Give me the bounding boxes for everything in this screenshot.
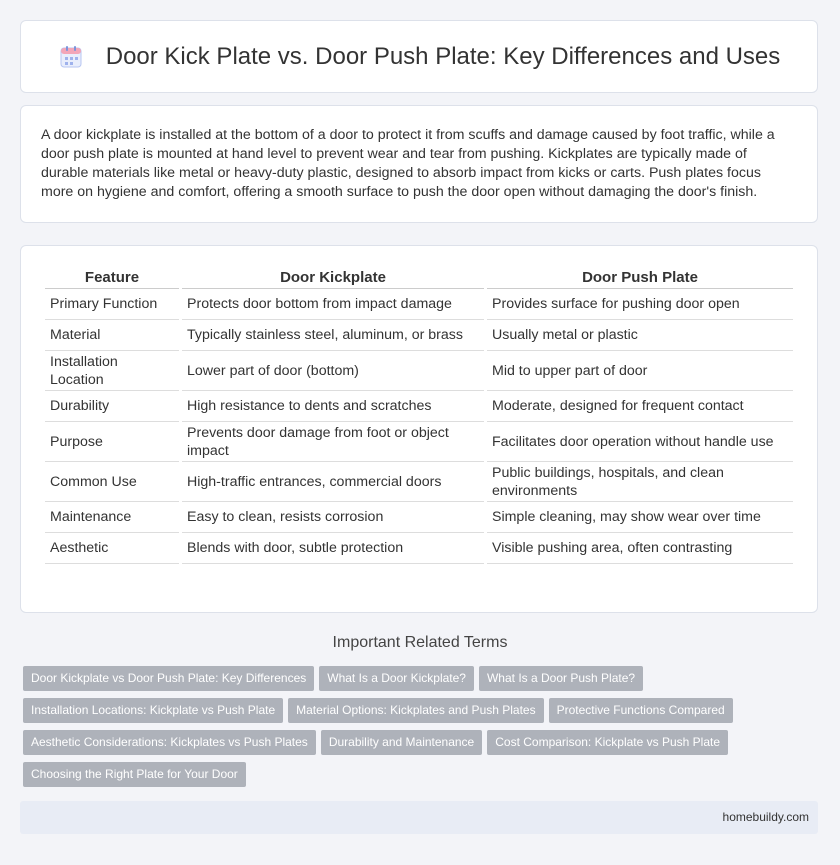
table-cell: Durability bbox=[45, 391, 179, 422]
related-terms-list bbox=[23, 666, 823, 794]
calendar-icon bbox=[58, 44, 84, 70]
related-term-tag[interactable]: Material Options: Kickplates and Push Plates bbox=[288, 698, 543, 723]
comparison-table-card bbox=[20, 245, 818, 613]
table-cell: Usually metal or plastic bbox=[487, 320, 793, 351]
table-cell: Protects door bottom from impact damage bbox=[182, 289, 484, 320]
table-cell: Typically stainless steel, aluminum, or brass bbox=[182, 320, 484, 351]
related-term-tag[interactable]: Choosing the Right Plate for Your Door bbox=[23, 762, 246, 787]
table-row bbox=[45, 289, 793, 320]
table-cell: Moderate, designed for frequent contact bbox=[487, 391, 793, 422]
table-cell: Mid to upper part of door bbox=[487, 351, 793, 391]
column-header: Door Kickplate bbox=[182, 263, 484, 289]
footer-bar bbox=[20, 801, 818, 834]
related-term-tag[interactable]: Cost Comparison: Kickplate vs Push Plate bbox=[487, 730, 728, 755]
related-term-tag[interactable]: Door Kickplate vs Door Push Plate: Key Differences bbox=[23, 666, 314, 691]
title-card bbox=[20, 20, 818, 93]
table-cell: Facilitates door operation without handle use bbox=[487, 422, 793, 462]
table-cell: Common Use bbox=[45, 462, 179, 502]
intro-card bbox=[20, 105, 818, 223]
intro-paragraph: A door kickplate is installed at the bottom of a door to protect it from scuffs and damage caused by foot traffic, while a door push plate is mounted at hand level to prevent wear and tear from pushing. Kickplates are typically made of durable materials like metal or heavy-duty plastic, designed to absorb impact from kicks or carts. Push plates focus more on hygiene and comfort, offering a smooth surface to push the door open without damaging the door's finish. bbox=[41, 127, 775, 200]
table-row bbox=[45, 351, 793, 391]
table-cell: Installation Location bbox=[45, 351, 179, 391]
table-cell: High-traffic entrances, commercial doors bbox=[182, 462, 484, 502]
table-row bbox=[45, 320, 793, 351]
table-header-row bbox=[45, 263, 793, 289]
table-row bbox=[45, 462, 793, 502]
table-cell: Visible pushing area, often contrasting bbox=[487, 533, 793, 564]
related-term-tag[interactable]: Protective Functions Compared bbox=[549, 698, 733, 723]
table-row bbox=[45, 533, 793, 564]
related-term-tag[interactable]: Durability and Maintenance bbox=[321, 730, 482, 755]
table-cell: Material bbox=[45, 320, 179, 351]
related-term-tag[interactable]: What Is a Door Kickplate? bbox=[319, 666, 474, 691]
table-cell: Easy to clean, resists corrosion bbox=[182, 502, 484, 533]
table-cell: Purpose bbox=[45, 422, 179, 462]
comparison-table bbox=[42, 263, 796, 564]
column-header: Feature bbox=[45, 263, 179, 289]
table-row bbox=[45, 502, 793, 533]
table-cell: Prevents door damage from foot or object impact bbox=[182, 422, 484, 462]
column-header: Door Push Plate bbox=[487, 263, 793, 289]
table-cell: Provides surface for pushing door open bbox=[487, 289, 793, 320]
table-cell: Aesthetic bbox=[45, 533, 179, 564]
related-term-tag[interactable]: What Is a Door Push Plate? bbox=[479, 666, 643, 691]
table-cell: Simple cleaning, may show wear over time bbox=[487, 502, 793, 533]
site-link[interactable]: homebuildy.com bbox=[722, 810, 809, 824]
table-row bbox=[45, 391, 793, 422]
related-terms-heading: Important Related Terms bbox=[332, 634, 508, 651]
table-cell: Primary Function bbox=[45, 289, 179, 320]
table-cell: Lower part of door (bottom) bbox=[182, 351, 484, 391]
table-cell: Blends with door, subtle protection bbox=[182, 533, 484, 564]
table-cell: High resistance to dents and scratches bbox=[182, 391, 484, 422]
related-term-tag[interactable]: Aesthetic Considerations: Kickplates vs Push Plates bbox=[23, 730, 316, 755]
table-row bbox=[45, 422, 793, 462]
related-term-tag[interactable]: Installation Locations: Kickplate vs Push Plate bbox=[23, 698, 283, 723]
page-title: Door Kick Plate vs. Door Push Plate: Key Differences and Uses bbox=[105, 42, 781, 70]
table-cell: Maintenance bbox=[45, 502, 179, 533]
table-cell: Public buildings, hospitals, and clean environments bbox=[487, 462, 793, 502]
